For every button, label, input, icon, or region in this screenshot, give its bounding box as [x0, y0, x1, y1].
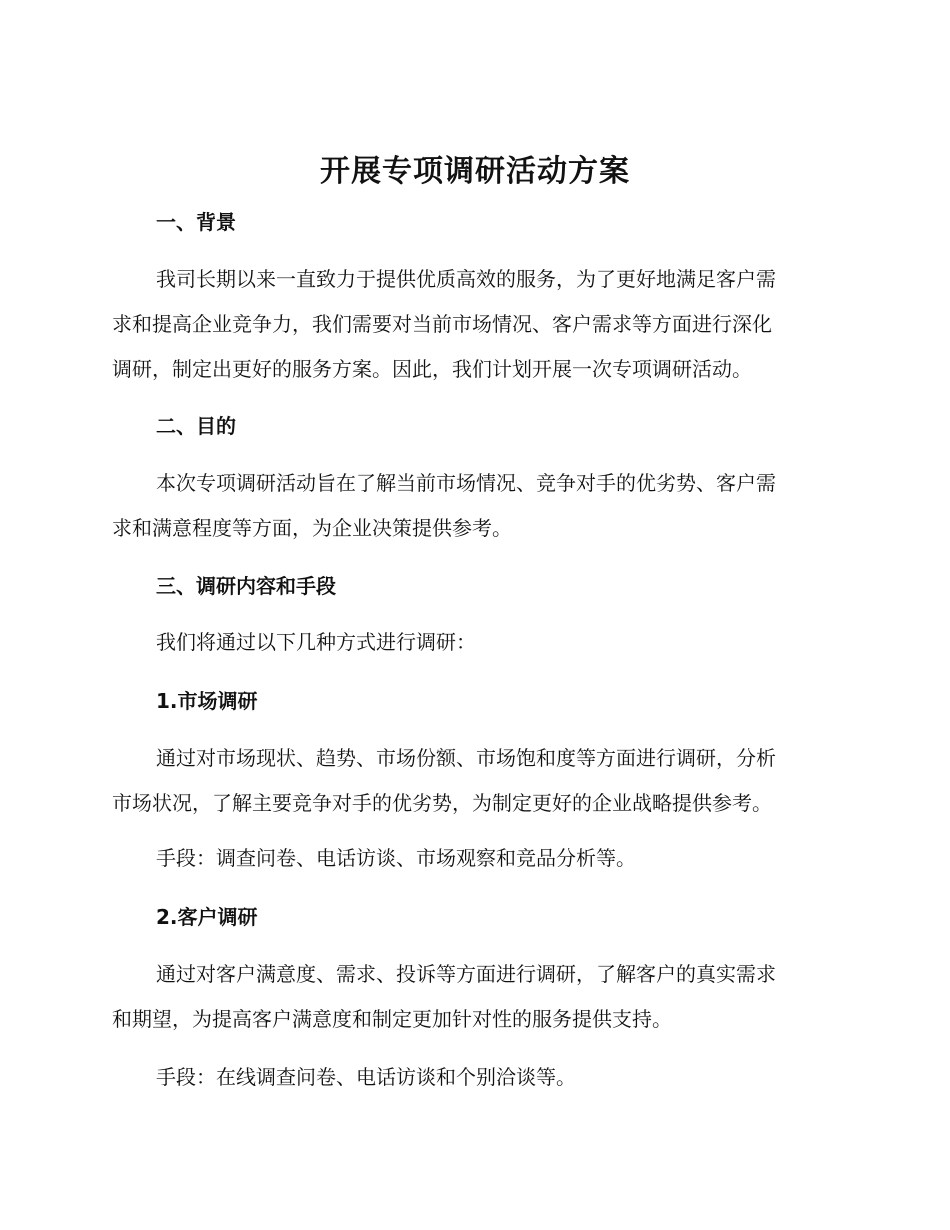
paragraph-customer	[112, 952, 842, 1042]
paragraph-market	[112, 736, 842, 826]
paragraph-line: 我们将通过以下几种方式进行调研：	[156, 630, 476, 654]
subsection-heading-customer: 2.客户调研	[156, 905, 258, 929]
paragraph-market-means	[112, 836, 842, 881]
paragraph-line: 通过对市场现状、趋势、市场份额、市场饱和度等方面进行调研，分析	[156, 746, 776, 770]
paragraph-customer-means	[112, 1055, 842, 1100]
paragraph-content-intro	[112, 620, 842, 665]
paragraph-line: 调研，制定出更好的服务方案。因此，我们计划开展一次专项调研活动。	[112, 357, 752, 381]
paragraph-line: 和期望，为提高客户满意度和制定更加针对性的服务提供支持。	[112, 1007, 672, 1031]
document-title: 开展专项调研活动方案	[320, 154, 630, 189]
section-heading-purpose: 二、目的	[156, 414, 236, 438]
paragraph-background	[112, 257, 842, 392]
paragraph-line: 求和满意程度等方面，为企业决策提供参考。	[112, 516, 512, 540]
paragraph-line: 本次专项调研活动旨在了解当前市场情况、竞争对手的优劣势、客户需	[156, 471, 776, 495]
paragraph-purpose	[112, 461, 842, 551]
paragraph-line: 手段：调查问卷、电话访谈、市场观察和竞品分析等。	[156, 846, 636, 870]
paragraph-line: 市场状况，了解主要竞争对手的优劣势，为制定更好的企业战略提供参考。	[112, 791, 772, 815]
subsection-heading-market: 1.市场调研	[156, 689, 258, 713]
paragraph-line: 通过对客户满意度、需求、投诉等方面进行调研，了解客户的真实需求	[156, 962, 776, 986]
section-heading-content: 三、调研内容和手段	[156, 574, 336, 598]
paragraph-line: 我司长期以来一直致力于提供优质高效的服务，为了更好地满足客户需	[156, 267, 776, 291]
section-heading-background: 一、背景	[156, 210, 236, 234]
paragraph-line: 手段：在线调查问卷、电话访谈和个别洽谈等。	[156, 1065, 576, 1089]
paragraph-line: 求和提高企业竞争力，我们需要对当前市场情况、客户需求等方面进行深化	[112, 312, 772, 336]
